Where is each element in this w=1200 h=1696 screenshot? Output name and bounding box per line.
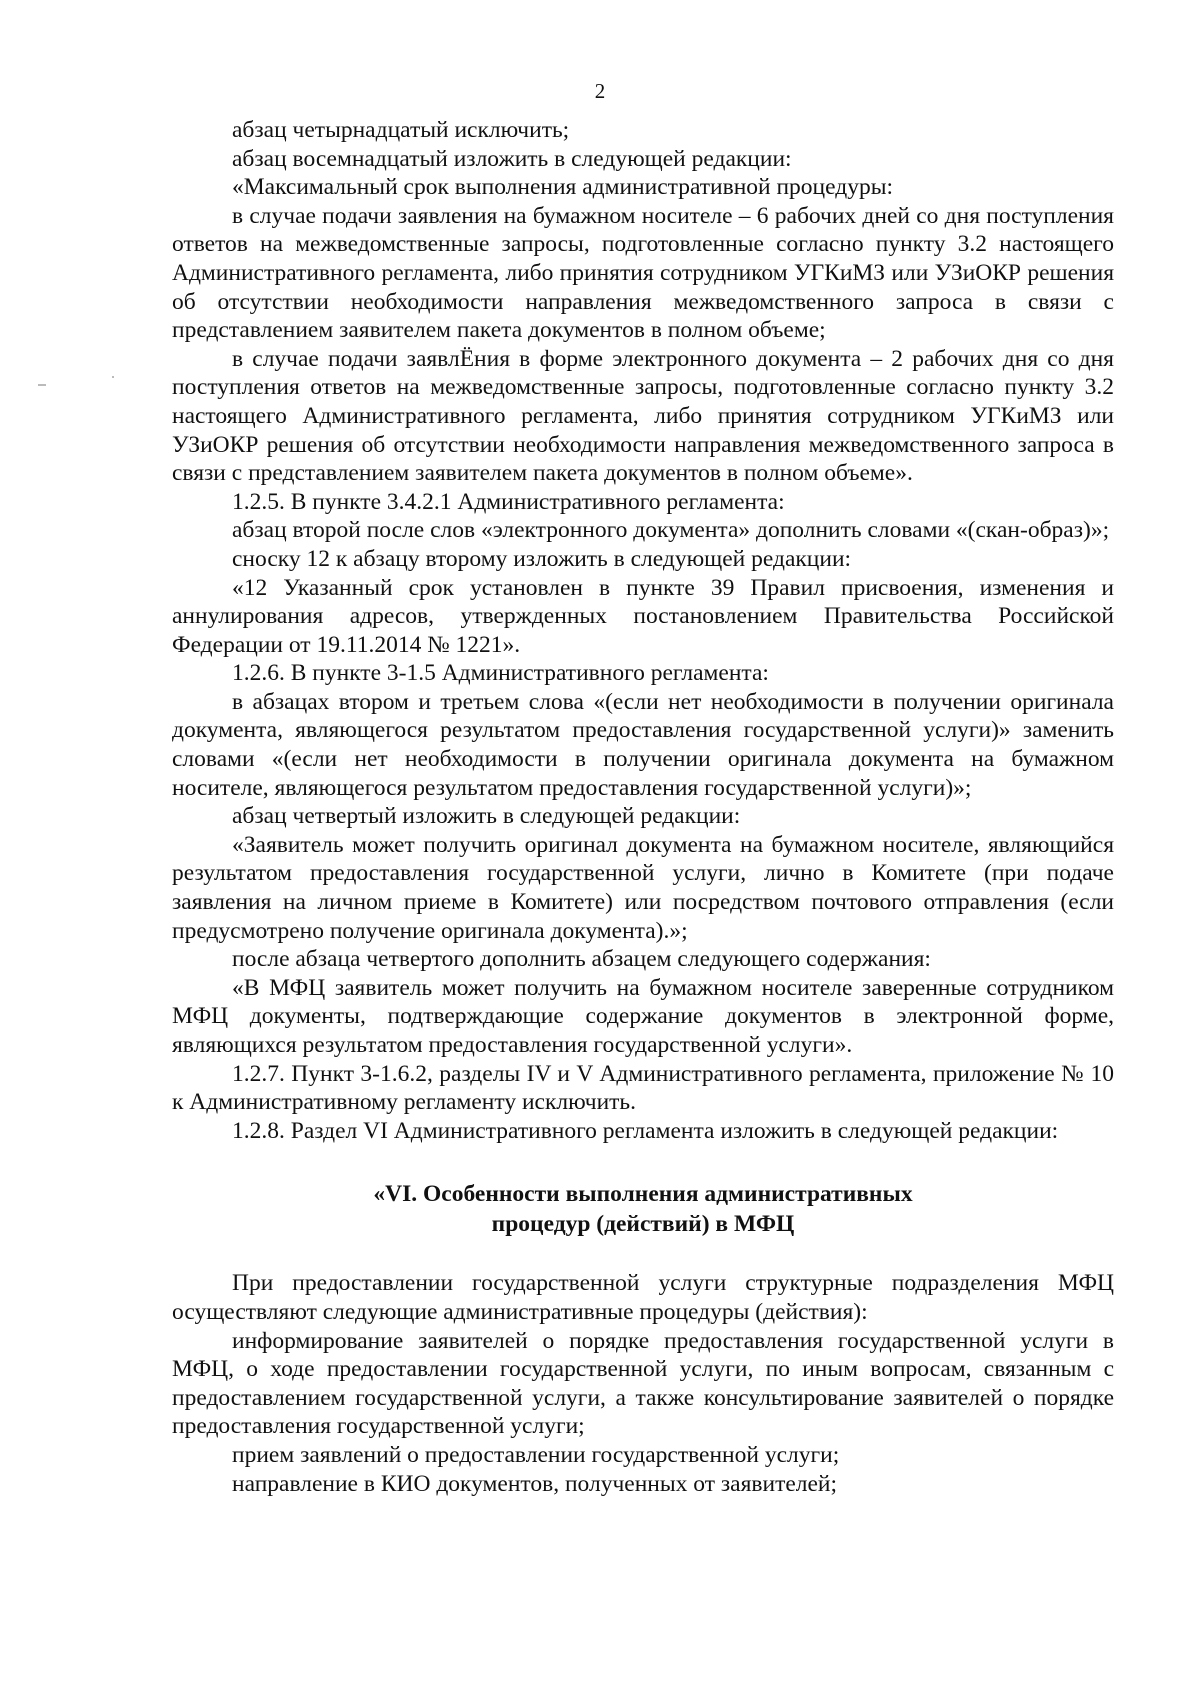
paragraph: 1.2.5. В пункте 3.4.2.1 Административного регламента: [232,488,785,515]
section-heading-line: «VI. Особенности выполнения административных [373,1181,913,1208]
paragraph: 1.2.7. Пункт 3-1.6.2, разделы IV и V Административного регламента, приложение № 10 к Административному регламенту исключить. [172,1060,1114,1116]
section-heading-line: процедур (действий) в МФЦ [491,1211,795,1238]
scan-artifact [112,376,114,378]
paragraph: в абзацах втором и третьем слова «(если нет необходимости в получении оригинала документа, являющегося результатом предоставления государственной услуги)» заменить словами «(если нет необходимости в получении оригинала документа на бумажном носителе, являющегося результатом предоставления государственной услуги)»; [172,688,1114,801]
paragraph: «В МФЦ заявитель может получить на бумажном носителе заверенные сотрудником МФЦ документы, подтверждающие содержание документов в электронной форме, являющихся результатом предоставления государственной услуги». [172,974,1114,1058]
paragraph: При предоставлении государственной услуги структурные подразделения МФЦ осуществляют следующие административные процедуры (действия): [172,1270,1114,1325]
page-number: 2 [594,79,606,103]
paragraph: информирование заявителей о порядке предоставления государственной услуги в МФЦ, о ходе предоставлении государственной услуги, по иным вопросам, связанным с предоставлением государственной услуги, а также консультирование заявителей о порядке предоставления государственной услуги; [172,1327,1114,1440]
section-heading [172,1179,1114,1239]
paragraph: абзац восемнадцатый изложить в следующей редакции: [232,145,792,172]
paragraph: направление в КИО документов, полученных от заявителей; [232,1470,838,1497]
paragraph: после абзаца четвертого дополнить абзацем следующего содержания: [232,946,931,973]
paragraph: сноску 12 к абзацу второму изложить в следующей редакции: [232,545,852,572]
scan-artifact [38,384,46,386]
paragraph: абзац четырнадцатый исключить; [232,117,570,143]
paragraph: абзац четвертый изложить в следующей редакции: [232,803,741,830]
paragraph: в случае подачи заявлЁния в форме электронного документа – 2 рабочих дня со дня поступления ответов на межведомственные запросы, подготовленные согласно пункту 3.2 настоящего Административного регламента, либо принятия сотрудником УГКиМЗ или УЗиОКР решения об отсутствии необходимости направления межведомственного запроса в связи с представлением заявителем пакета документов в полном объеме». [172,345,1114,487]
paragraph: 1.2.8. Раздел VI Административного регламента изложить в следующей редакции: [232,1117,1059,1144]
paragraph: в случае подачи заявления на бумажном носителе – 6 рабочих дней со дня поступления ответов на межведомственные запросы, подготовленные согласно пункту 3.2 настоящего Административного регламента, либо принятия сотрудником УГКиМЗ или УЗиОКР решения об отсутствии необходимости направления межведомственного запроса в связи с представлением заявителем пакета документов в полном объеме; [172,202,1114,344]
paragraph: «Заявитель может получить оригинал документа на бумажном носителе, являющийся результатом предоставления государственной услуги, лично в Комитете (при подаче заявления на личном приеме в Комитете) или посредством почтового отправления (если предусмотрено получение оригинала документа).»; [172,831,1114,944]
paragraph: 1.2.6. В пункте 3-1.5 Административного регламента: [232,660,769,687]
paragraph: «12 Указанный срок установлен в пункте 39 Правил присвоения, изменения и аннулирования адресов, утвержденных постановлением Правительства Российской Федерации от 19.11.2014 № 1221». [172,574,1114,658]
paragraph: абзац второй после слов «электронного документа» дополнить словами «(скан-образ)»; [232,517,1110,544]
paragraph: «Максимальный срок выполнения административной процедуры: [232,174,894,201]
paragraph: прием заявлений о предоставлении государственной услуги; [232,1441,840,1468]
document-body [172,116,1114,1498]
